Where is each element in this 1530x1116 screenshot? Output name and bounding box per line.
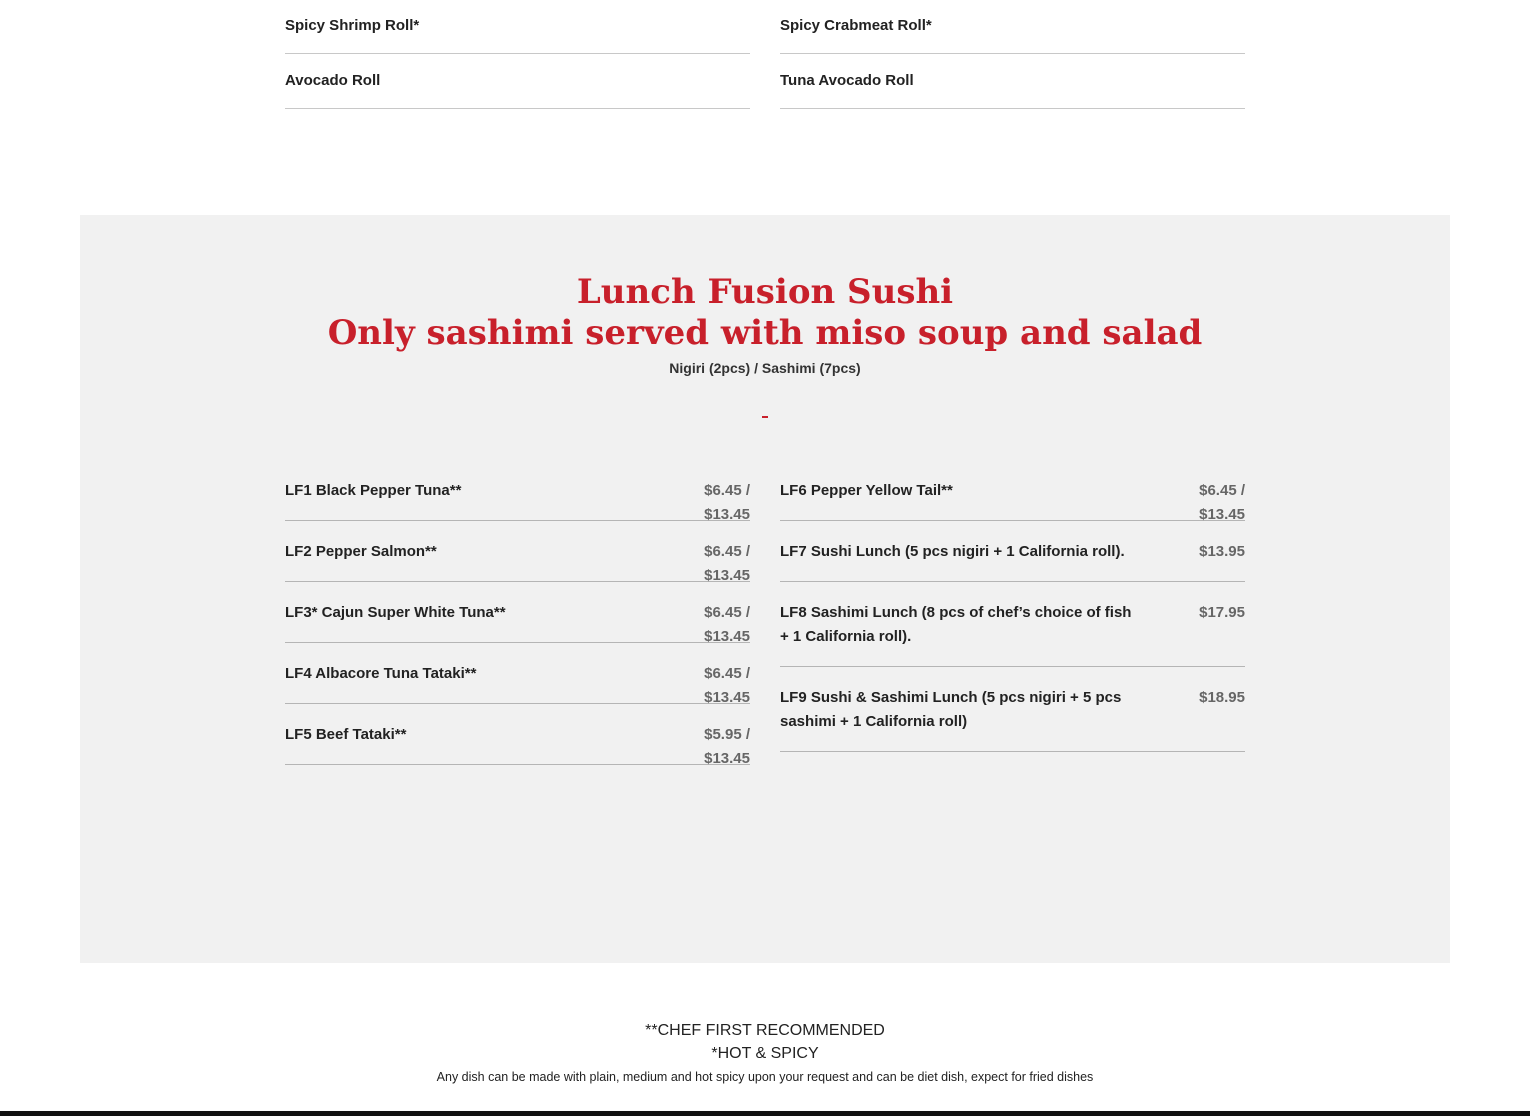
menu-column-right — [780, 478, 1245, 752]
menu-item-name: LF9 Sushi & Sashimi Lunch (5 pcs nigiri + 5 pcs sashimi + 1 California roll) — [780, 689, 1122, 730]
menu-item-price: $6.45 / $13.45 — [704, 604, 750, 645]
menu-item-name: LF1 Black Pepper Tuna** — [285, 482, 462, 499]
menu-item-name: LF5 Beef Tataki** — [285, 726, 407, 743]
footer-bar — [0, 1111, 1530, 1116]
title-divider — [762, 416, 768, 418]
menu-item — [780, 521, 1245, 582]
menu-item-name: LF6 Pepper Yellow Tail** — [780, 482, 953, 499]
menu-item — [285, 704, 750, 765]
menu-item-name: LF4 Albacore Tuna Tataki** — [285, 665, 477, 682]
menu-item-price: $6.45 / $13.45 — [704, 665, 750, 706]
menu-item-name: LF2 Pepper Salmon** — [285, 543, 437, 560]
menu-item-price: $6.45 / $13.45 — [1199, 482, 1245, 523]
menu-item — [285, 643, 750, 704]
menu-item-name: Spicy Crabmeat Roll* — [780, 0, 1245, 54]
section-subtitle: Nigiri (2pcs) / Sashimi (7pcs) — [669, 360, 861, 376]
menu-item-price: $18.95 — [1199, 689, 1245, 706]
hot-spicy-note: *HOT & SPICY — [711, 1045, 819, 1062]
chef-recommended-note: **CHEF FIRST RECOMMENDED — [645, 1022, 885, 1039]
menu-item-name: LF7 Sushi Lunch (5 pcs nigiri + 1 California roll). — [780, 543, 1125, 560]
menu-footnotes — [0, 1019, 1530, 1086]
menu-item-price: $13.95 — [1199, 543, 1245, 560]
menu-item-price: $6.45 / $13.45 — [704, 543, 750, 584]
menu-item — [780, 582, 1245, 667]
menu-item-name: Spicy Shrimp Roll* — [285, 0, 750, 54]
spice-options-note: Any dish can be made with plain, medium and hot spicy upon your request and can be diet dish, expect for fried dishes — [436, 1070, 1094, 1084]
menu-item — [780, 478, 1245, 521]
menu-item — [285, 582, 750, 643]
menu-item-name: LF8 Sashimi Lunch (8 pcs of chef’s choice of fish + 1 California roll). — [780, 604, 1132, 645]
menu-item-name: Avocado Roll — [285, 55, 750, 109]
previous-menu-column-right — [780, 0, 1245, 110]
menu-item-price: $17.95 — [1199, 604, 1245, 621]
section-title: Lunch Fusion Sushi — [576, 272, 954, 312]
menu-item — [285, 478, 750, 521]
menu-item — [780, 667, 1245, 752]
menu-item-name: LF3* Cajun Super White Tuna** — [285, 604, 506, 621]
menu-column-left — [285, 478, 750, 765]
menu-item-price: $6.45 / $13.45 — [704, 482, 750, 523]
menu-item — [285, 521, 750, 582]
menu-item-name: Tuna Avocado Roll — [780, 55, 1245, 109]
menu-item-price: $5.95 / $13.45 — [704, 726, 750, 767]
section-title-line2: Only sashimi served with miso soup and salad — [327, 313, 1203, 353]
previous-menu-column-left — [285, 0, 750, 110]
lunch-fusion-sushi-section — [80, 215, 1450, 963]
